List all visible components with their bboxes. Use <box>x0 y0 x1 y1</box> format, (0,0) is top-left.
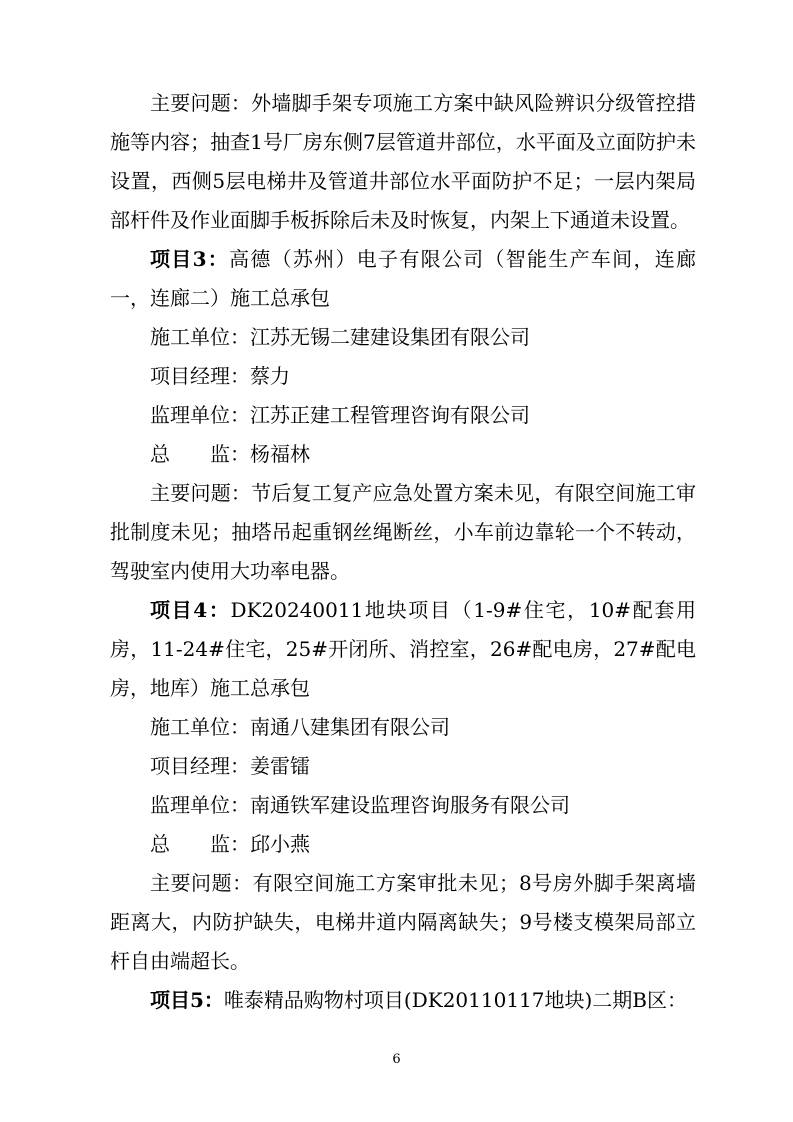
document-body <box>110 84 696 1020</box>
project-4-supervisor-unit: 监理单位：南通铁军建设监理咨询服务有限公司 <box>150 793 570 817</box>
project-3-heading <box>110 240 696 318</box>
project-3-manager: 项目经理：蔡力 <box>150 364 290 388</box>
project-3-title: 高德（苏州）电子有限公司（智能生产车间，连廊一，连廊二）施工总承包 <box>110 247 697 310</box>
project-3-contractor: 施工单位：江苏无锡二建建设集团有限公司 <box>150 325 530 349</box>
project-4-title: DK20240011地块项目（1-9#住宅，10#配套用房，11-24#住宅，25#开闭所、消控室，26#配电房，27#配电房，地库）施工总承包 <box>110 598 696 700</box>
project-3-label: 项目3： <box>150 247 230 271</box>
project-4-contractor: 施工单位：南通八建集团有限公司 <box>150 715 450 739</box>
project-4-heading <box>110 591 696 708</box>
project-3-chief-supervisor: 总 监：杨福林 <box>150 442 310 466</box>
project-5-title: 唯泰精品购物村项目(DK20110117地块)二期B区： <box>223 988 687 1012</box>
project-4-chief-supervisor: 总 监：邱小燕 <box>150 832 310 856</box>
project-5-heading <box>110 981 696 1020</box>
issues-paragraph-project2: 主要问题：外墙脚手架专项施工方案中缺风险辨识分级管控措施等内容；抽查1号厂房东侧7层管道井部位，水平面及立面防护未设置，西侧5层电梯井及管道井部位水平面防护不足；一层内架局部杆件及作业面脚手板拆除后未及时恢复，内架上下通道未设置。 <box>110 91 696 232</box>
project-5-label: 项目5： <box>150 988 224 1012</box>
page-number: 6 <box>392 1052 401 1067</box>
project-4-manager: 项目经理：姜雷镭 <box>150 754 310 778</box>
project-4-label: 项目4： <box>150 598 231 622</box>
project-3-supervisor-unit: 监理单位：江苏正建工程管理咨询有限公司 <box>150 403 530 427</box>
project-4-issues: 主要问题：有限空间施工方案审批未见；8号房外脚手架离墙距离大，内防护缺失，电梯井道内隔离缺失；9号楼支模架局部立杆自由端超长。 <box>110 871 696 973</box>
project-3-issues: 主要问题：节后复工复产应急处置方案未见，有限空间施工审批制度未见；抽塔吊起重钢丝绳断丝，小车前边靠轮一个不转动，驾驶室内使用大功率电器。 <box>110 481 696 583</box>
